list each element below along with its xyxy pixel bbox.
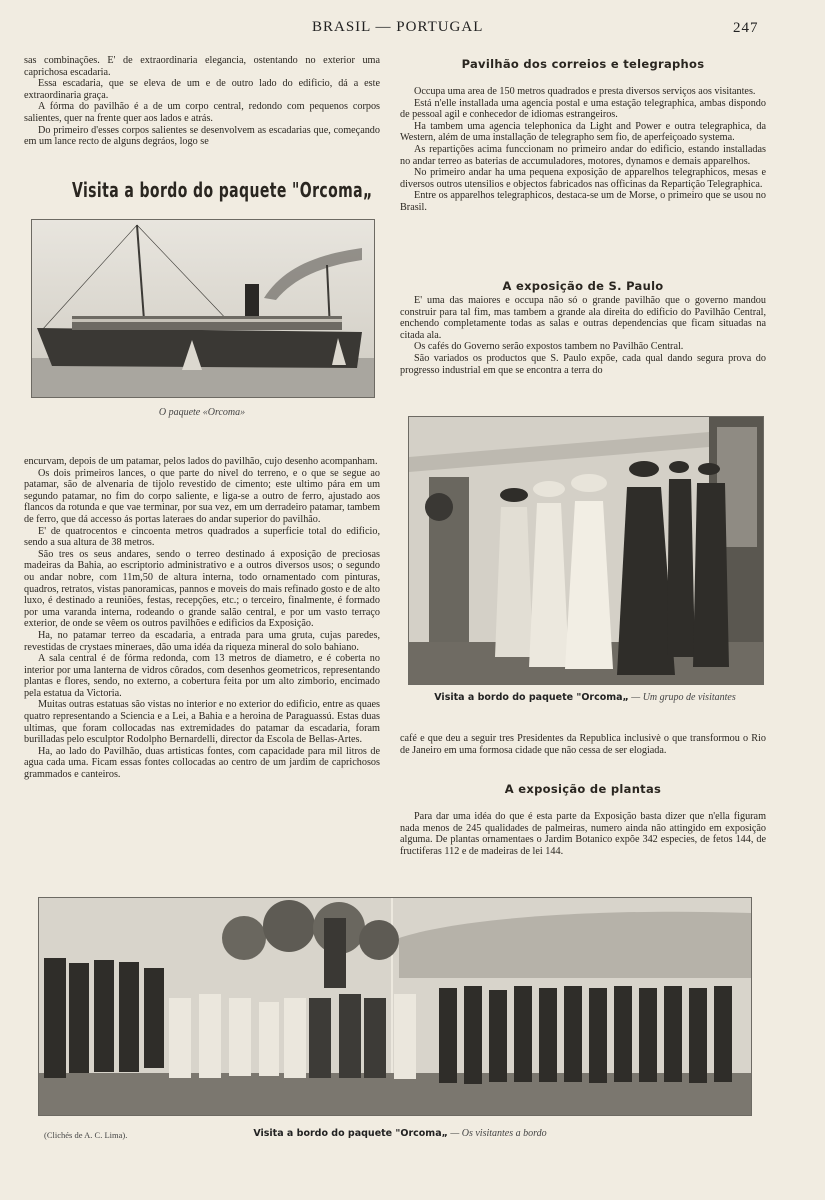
crowd-illustration bbox=[39, 898, 751, 1115]
visitors-group-photo bbox=[408, 416, 764, 685]
paragraph: sas combinações. E' de extraordinaria elegancia, ostentando no exterior uma caprichosa escadaria. bbox=[24, 55, 380, 78]
running-header: BRASIL — PORTUGAL bbox=[312, 19, 484, 35]
paragraph: Muitas outras estatuas são vistas no interior e no exterior do edificio, entre as quaes quatro representando a Sciencia e a Lei, a Bahia e a heroina de Paraguassú. Estas duas ultimas, que foram collocadas nas extremidades do patamar da escadaria, foram burilladas pelo esculptor Rodolpho Bernardelli, director da Escola de Bellas-Artes. bbox=[24, 699, 380, 746]
ship-photo bbox=[31, 219, 375, 398]
visitors-on-board-photo bbox=[38, 897, 752, 1116]
paragraph: Entre os apparelhos telegraphicos, destaca-se um de Morse, o primeiro que se usou no Brasil. bbox=[400, 190, 766, 213]
paragraph: Essa escadaria, que se eleva de um e de outro lado do edificio, dá a este extraordinaria graça. bbox=[24, 78, 380, 101]
paragraph: encurvam, depois de um patamar, pelos lados do pavilhão, cujo desenho acompanham. bbox=[24, 456, 378, 467]
ship-photo-caption: O paquete «Orcoma» bbox=[158, 407, 246, 418]
caption-bold-part: Visita a bordo do paquete "Orcoma„ bbox=[253, 1128, 448, 1139]
section-text-sao-paulo-cont bbox=[400, 733, 766, 756]
section-text-plantas bbox=[400, 811, 766, 857]
section-text-correios bbox=[400, 86, 766, 214]
page-number: 247 bbox=[733, 20, 759, 36]
paragraph: E' de quatrocentos e cincoenta metros quadrados a superficie total do edificio, sendo a sua altura de 38 metros. bbox=[24, 525, 380, 549]
group-illustration bbox=[409, 417, 763, 684]
section-text-sao-paulo bbox=[400, 295, 766, 376]
paragraph: E' uma das maiores e occupa não só o grande pavilhão que o governo mandou construir para tal fim, mas tambem a grande ala direita do edificio do Pavilhão Central, enchendo completamente todas as salas e outras dependencias que ficam situadas na citada ala. bbox=[400, 295, 766, 341]
section-title-plantas: A exposição de plantas bbox=[504, 782, 662, 796]
paragraph: Para dar uma idéa do que é esta parte da Exposição basta dizer que n'ella figuram nada menos de 245 qualidades de palmeiras, numero ainda não attingido em exposição alguma. De plantas ornamentaes o Jardim Botanico expõe 342 especies, de fetos 144, de fructiferas 112 e de madeiras de lei 144. bbox=[400, 811, 766, 857]
paragraph: Occupa uma area de 150 metros quadrados e presta diversos serviços aos visitantes. bbox=[414, 86, 756, 97]
visitors-on-board-caption bbox=[200, 1128, 600, 1139]
paragraph: Do primeiro d'esses corpos salientes se desenvolvem as escadarias que, começando em um lance recto de alguns degráos, logo se bbox=[24, 124, 380, 148]
paragraph: Ha, no patamar terreo da escadaria, a entrada para uma gruta, cujas paredes, revestidas de crystaes mineraes, dão uma idéa da riqueza mineral do solo bahiano. bbox=[24, 629, 380, 653]
paragraph: café e que deu a seguir tres Presidentes da Republica inclusivè o que transformou o Rio de Janeiro em uma formosa cidade que não cessa de ser elogiada. bbox=[400, 733, 766, 756]
paragraph: São tres os seus andares, sendo o terreo destinado á exposição de preciosas madeiras da Bahia, ao escriptorio administrativo e a outros diversos usos; o segundo ou andar nobre, com 11m,50 de altura interna, todo ornamentado com pinturas, quadros, retratos, vistas panoramicas, pannos e moveis do mais refinado gosto e de alto luxo, é destinado a reuniões, festas, recepções, etc.; o terceiro, finalmente, é formado por uma varanda interna, rodeando o grande salão central, e por um vasto terraço exterior, de onde se vêem os outros pavilhões e edificios da Exposição. bbox=[24, 548, 380, 630]
caption-italic-part: — Os visitantes a bordo bbox=[447, 1128, 547, 1139]
ship-illustration bbox=[32, 220, 374, 397]
caption-bold-part: Visita a bordo do paquete "Orcoma„ bbox=[434, 692, 629, 703]
section-title-correios: Pavilhão dos correios e telegraphos bbox=[461, 57, 705, 71]
paragraph: A fórma do pavilhão é a de um corpo central, redondo com pequenos corpos salientes, quer na frente quer aos lados e atrás. bbox=[24, 101, 380, 124]
paragraph: No primeiro andar ha uma pequena exposição de apparelhos telegraphicos, mesas e diversos outros utensilios e objectos fabricados nas officinas da Repartição Telegraphica. bbox=[400, 167, 766, 190]
paragraph: Os cafés do Governo serão expostos tambem no Pavilhão Central. bbox=[414, 341, 684, 353]
paragraph: A sala central é de fórma redonda, com 13 metros de diametro, e é coberta no interior por uma lanterna de vidros côrados, com desenhos geometricos, representando plantas e flores, sendo, no externo, a cobertura feita por um alto zimborio, encimado pela estatua da Victoria. bbox=[24, 653, 380, 699]
article-title: Visita a bordo do paquete "Orcoma„ bbox=[72, 178, 373, 202]
paragraph: São variados os productos que S. Paulo expõe, cada qual dando segura prova do progresso industrial em que se encontra a terra do bbox=[400, 352, 766, 376]
section-title-sao-paulo: A exposição de S. Paulo bbox=[502, 279, 664, 293]
left-body-text bbox=[24, 456, 380, 781]
visitors-group-caption bbox=[400, 692, 770, 703]
photo-credit: (Clichés de A. C. Lima). bbox=[44, 1130, 128, 1140]
paragraph: As repartições acima funccionam no primeiro andar do edificio, estando installadas no andar terreo as baterias de accumuladores, motores, dynamos e demais apparelhos. bbox=[400, 143, 766, 167]
paragraph: Está n'elle installada uma agencia postal e uma estação telegraphica, ambas dispondo de pessoal agil e conhecedor de idiomas estrangeiros. bbox=[400, 97, 766, 121]
caption-italic-part: — Um grupo de visitantes bbox=[628, 692, 736, 703]
left-intro-text bbox=[24, 55, 380, 148]
paragraph: Ha tambem uma agencia telephonica da Light and Power e outra telegraphica, da Western, além de uma installação de telegrapho sem fio, de aperfeiçoado systema. bbox=[400, 120, 766, 144]
paragraph: Ha, ao lado do Pavilhão, duas artisticas fontes, com capacidade para mil litros de agua cada uma. Ficam essas fontes collocadas ao centro de um jardim de caprichosos grammados e canteiros. bbox=[24, 745, 380, 781]
paragraph: Os dois primeiros lances, o que parte do nivel do terreno, e o que se segue ao patamar, são de alvenaria de tijolo revestido de cimento; este ultimo pára em um segundo patamar, no fim do corpo saliente, e liga-se a outro de ferro, ajustado aos flancos da rotunda e que vae terminar, por sua vez, em um derradeiro patamar, tambem de ferro, que dá accesso ás portas lateraes do andar superior do pavilhão. bbox=[24, 467, 380, 525]
